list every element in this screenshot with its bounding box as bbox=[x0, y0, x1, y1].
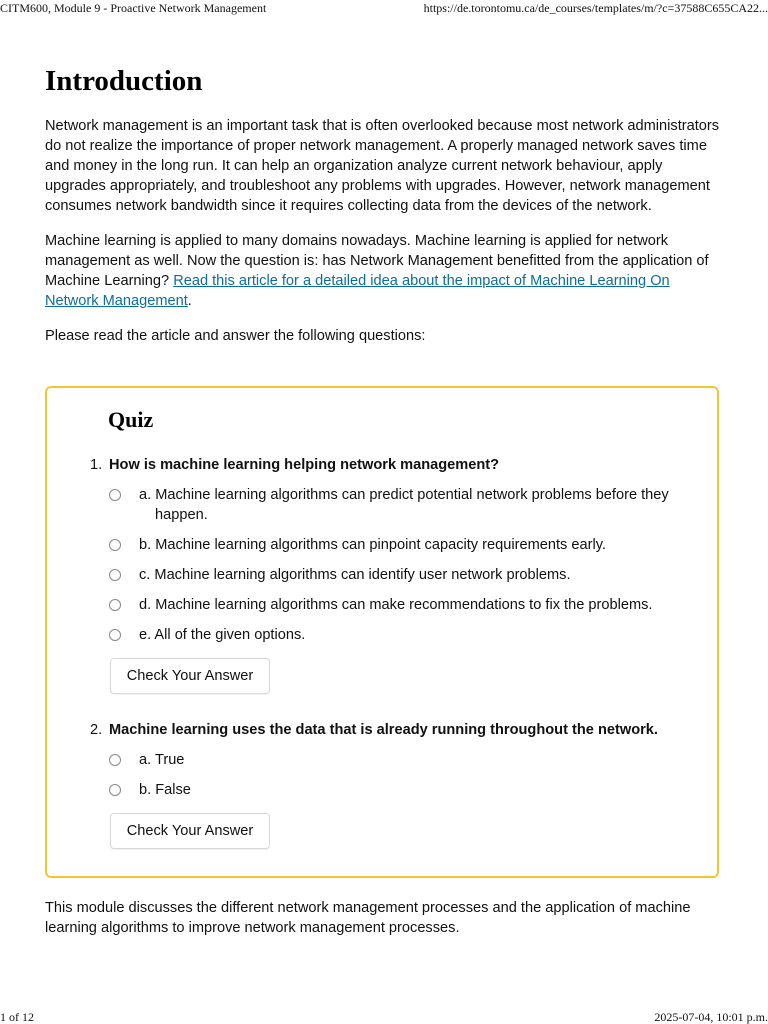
article-link[interactable]: Read this article for a detailed idea about the impact of Machine Learning On Network Management bbox=[45, 273, 670, 309]
quiz-option[interactable] bbox=[90, 535, 690, 555]
print-header-title: CITM600, Module 9 - Proactive Network Management bbox=[0, 1, 267, 15]
radio-button[interactable] bbox=[109, 754, 121, 766]
quiz-question-1 bbox=[90, 455, 690, 645]
radio-button[interactable] bbox=[109, 599, 121, 611]
option-label: d. Machine learning algorithms can make recommendations to fix the problems. bbox=[139, 597, 653, 613]
radio-button[interactable] bbox=[109, 569, 121, 581]
option-label: a. True bbox=[139, 752, 185, 768]
question-number: 1. bbox=[90, 457, 103, 473]
quiz-option[interactable] bbox=[90, 485, 690, 525]
quiz-option[interactable] bbox=[90, 595, 690, 615]
instruction-paragraph: Please read the article and answer the following questions: bbox=[45, 328, 426, 344]
quiz-box bbox=[45, 386, 719, 878]
ml-paragraph-end: . bbox=[187, 293, 192, 309]
question-text: Machine learning uses the data that is already running throughout the network. bbox=[109, 722, 658, 738]
question-text: How is machine learning helping network management? bbox=[109, 457, 500, 473]
intro-paragraph: Network management is an important task that is often overlooked because most network administrators do not realize the importance of proper network management. A properly managed network saves time and money in the long run. It can help an organization analyze current network behaviour, apply upgrades appropriately, and troubleshoot any problems with upgrades. However, network management consumes network bandwidth since it requires collecting data from the devices of the network. bbox=[45, 118, 720, 214]
radio-button[interactable] bbox=[109, 489, 121, 501]
quiz-option[interactable] bbox=[90, 750, 690, 770]
question-stem bbox=[90, 455, 690, 475]
quiz-option[interactable] bbox=[90, 625, 690, 645]
page-title: Introduction bbox=[45, 65, 203, 97]
check-answer-button[interactable]: Check Your Answer bbox=[110, 813, 270, 849]
radio-button[interactable] bbox=[109, 784, 121, 796]
quiz-question-2 bbox=[90, 720, 690, 800]
main-content bbox=[45, 60, 723, 361]
option-label: b. False bbox=[139, 782, 191, 798]
option-label: c. Machine learning algorithms can identify user network problems. bbox=[139, 567, 571, 583]
option-label: a. Machine learning algorithms can predict potential network problems before they happen. bbox=[139, 487, 669, 523]
quiz-title: Quiz bbox=[108, 407, 154, 432]
quiz-option[interactable] bbox=[90, 780, 690, 800]
check-answer-button[interactable]: Check Your Answer bbox=[110, 658, 270, 694]
ml-paragraph-text: Machine learning is applied to many domains nowadays. Machine learning is applied for network management as well. Now the question is: has Network Management benefitted from the application of Machine Learning? bbox=[45, 233, 709, 289]
option-label: e. All of the given options. bbox=[139, 627, 306, 643]
quiz-option[interactable] bbox=[90, 565, 690, 585]
radio-button[interactable] bbox=[109, 539, 121, 551]
print-header-url: https://de.torontomu.ca/de_courses/templates/m/?c=37588C655CA22... bbox=[423, 1, 768, 15]
ml-paragraph bbox=[45, 231, 723, 311]
option-label: b. Machine learning algorithms can pinpoint capacity requirements early. bbox=[139, 537, 606, 553]
print-footer-page: 1 of 12 bbox=[0, 1010, 34, 1024]
print-footer-datetime: 2025-07-04, 10:01 p.m. bbox=[654, 1010, 768, 1024]
radio-button[interactable] bbox=[109, 629, 121, 641]
closing-paragraph: This module discusses the different network management processes and the application of machine learning algorithms to improve network management processes. bbox=[45, 900, 691, 936]
question-number: 2. bbox=[90, 722, 103, 738]
question-stem bbox=[90, 720, 690, 740]
